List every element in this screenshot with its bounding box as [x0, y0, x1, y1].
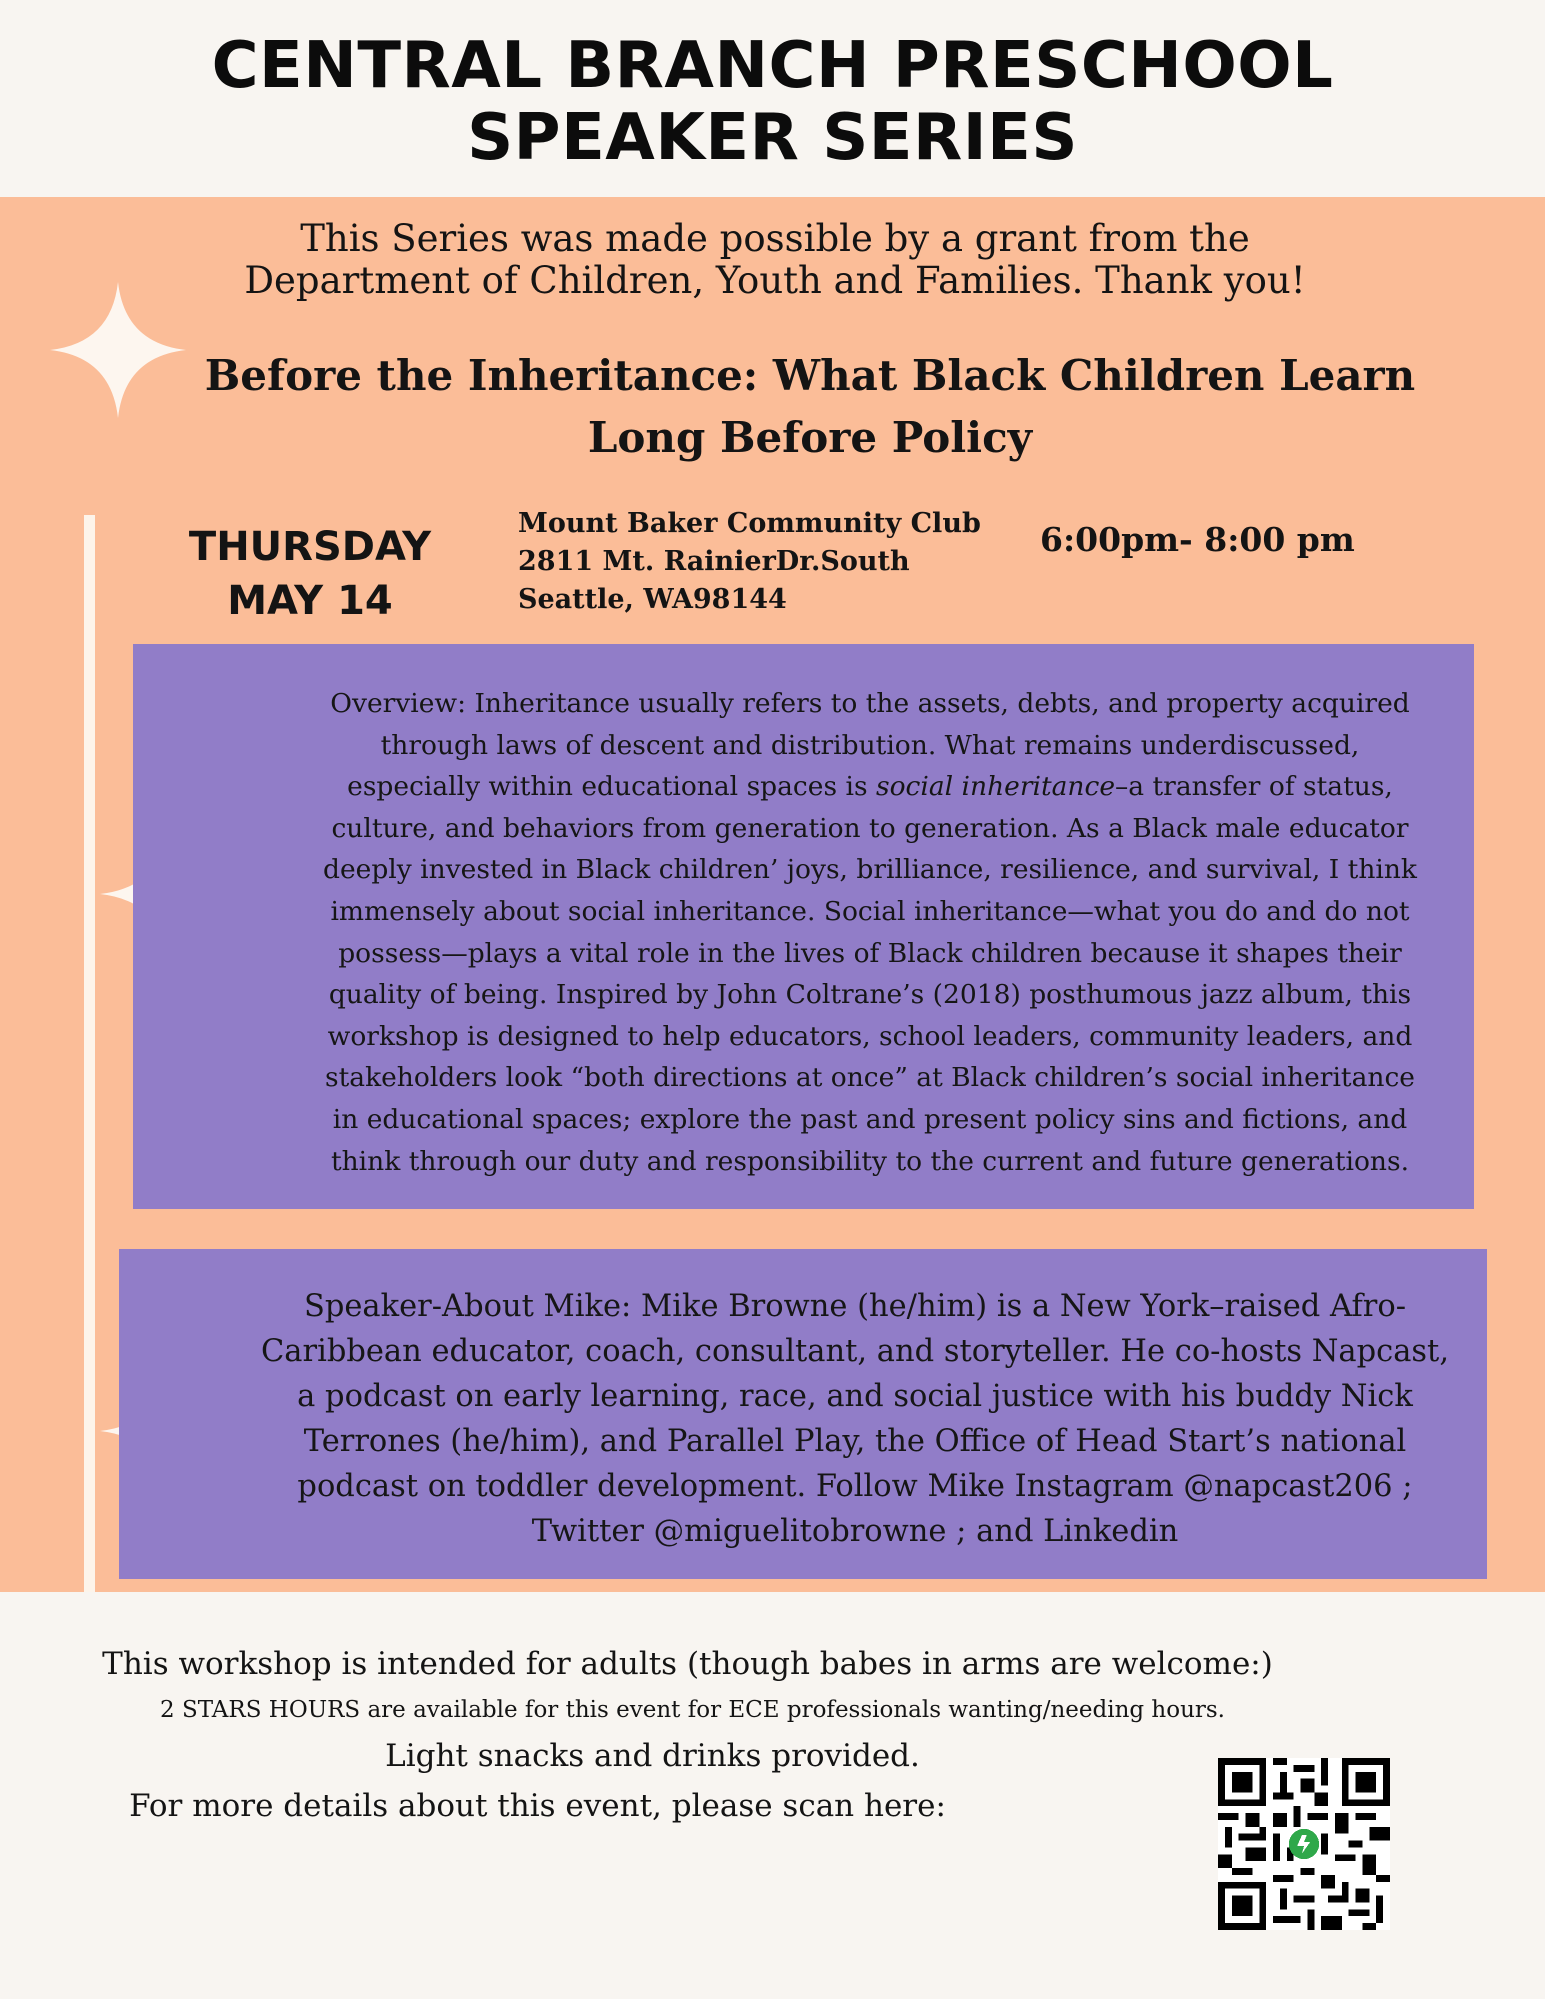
grant-acknowledgement: [150, 218, 1400, 302]
snacks-note: Light snacks and drinks provided.: [385, 1738, 920, 1774]
speaker-bio: [230, 1284, 1480, 1554]
speaker-line: Caribbean educator, coach, consultant, and storyteller. He co-hosts Napcast,: [260, 1334, 1450, 1369]
overview-text-span: especially within educational spaces is: [347, 771, 876, 803]
decorative-vertical-line: [84, 515, 95, 1592]
overview-line: immensely about social inheritance. Social inheritance—what you do and do not: [330, 895, 1410, 927]
grant-line-2: Department of Children, Youth and Families. Thank you!: [244, 259, 1306, 302]
overview-line: think through our duty and responsibility to the current and future generations.: [330, 1145, 1410, 1177]
speaker-line: a podcast on early learning, race, and social justice with his buddy Nick: [297, 1379, 1413, 1414]
page-title: [0, 30, 1545, 174]
event-date: [140, 520, 480, 628]
title-line-2: SPEAKER SERIES: [467, 101, 1078, 175]
event-day: THURSDAY: [188, 524, 432, 570]
event-time: 6:00pm- 8:00 pm: [1040, 520, 1355, 559]
event-title-line-1: Before the Inheritance: What Black Children Learn: [204, 351, 1416, 400]
overview-line: possess—plays a vital role in the lives of Black children because it shapes their: [338, 937, 1402, 969]
overview-line: [250, 766, 1490, 808]
overview-text-span: –a transfer of status,: [1115, 771, 1393, 803]
speaker-line: Twitter @miguelitobrowne ; and Linkedin: [531, 1514, 1179, 1549]
event-address: [518, 505, 981, 619]
overview-line: workshop is designed to help educators, school leaders, community leaders, and: [327, 1020, 1413, 1052]
event-title-line-2: Long Before Policy: [587, 413, 1033, 462]
overview-line: deeply invested in Black children’ joys, brilliance, resilience, and survival, I think: [323, 854, 1417, 886]
overview-line: in educational spaces; explore the past and present policy sins and fictions, and: [332, 1103, 1408, 1135]
venue-name: Mount Baker Community Club: [518, 508, 981, 539]
event-date-value: MAY 14: [227, 578, 393, 624]
overview-text: [250, 683, 1490, 1182]
details-note: For more details about this event, please scan here:: [129, 1788, 946, 1824]
speaker-line: Speaker-About Mike: Mike Browne (he/him) is a New York–raised Afro-: [303, 1289, 1407, 1324]
overview-line: culture, and behaviors from generation to generation. As a Black male educator: [331, 812, 1409, 844]
venue-city: Seattle, WA98144: [518, 584, 787, 615]
social-inheritance-emphasis: social inheritance: [875, 771, 1116, 803]
stars-hours-note: 2 STARS HOURS are available for this event for ECE professionals wanting/needing hours.: [160, 1697, 1225, 1723]
overview-line: through laws of descent and distribution. What remains underdiscussed,: [380, 729, 1360, 761]
grant-line-1: This Series was made possible by a grant from the: [300, 217, 1250, 260]
overview-line: Overview: Inheritance usually refers to the assets, debts, and property acquired: [330, 688, 1410, 719]
title-line-1: CENTRAL BRANCH PRESCHOOL: [211, 29, 1334, 103]
venue-street: 2811 Mt. RainierDr.South: [518, 546, 910, 577]
speaker-line: Terrones (he/him), and Parallel Play, the Office of Head Start’s national: [303, 1424, 1407, 1459]
overview-line: quality of being. Inspired by John Coltrane’s (2018) posthumous jazz album, this: [328, 979, 1412, 1011]
audience-note: This workshop is intended for adults (though babes in arms are welcome:): [102, 1646, 1273, 1682]
event-title: [160, 345, 1460, 469]
overview-line: stakeholders look “both directions at once” at Black children’s social inheritance: [325, 1062, 1415, 1094]
speaker-line: podcast on toddler development. Follow Mike Instagram @napcast206 ;: [297, 1469, 1413, 1504]
qr-code-icon[interactable]: [1218, 1758, 1390, 1930]
